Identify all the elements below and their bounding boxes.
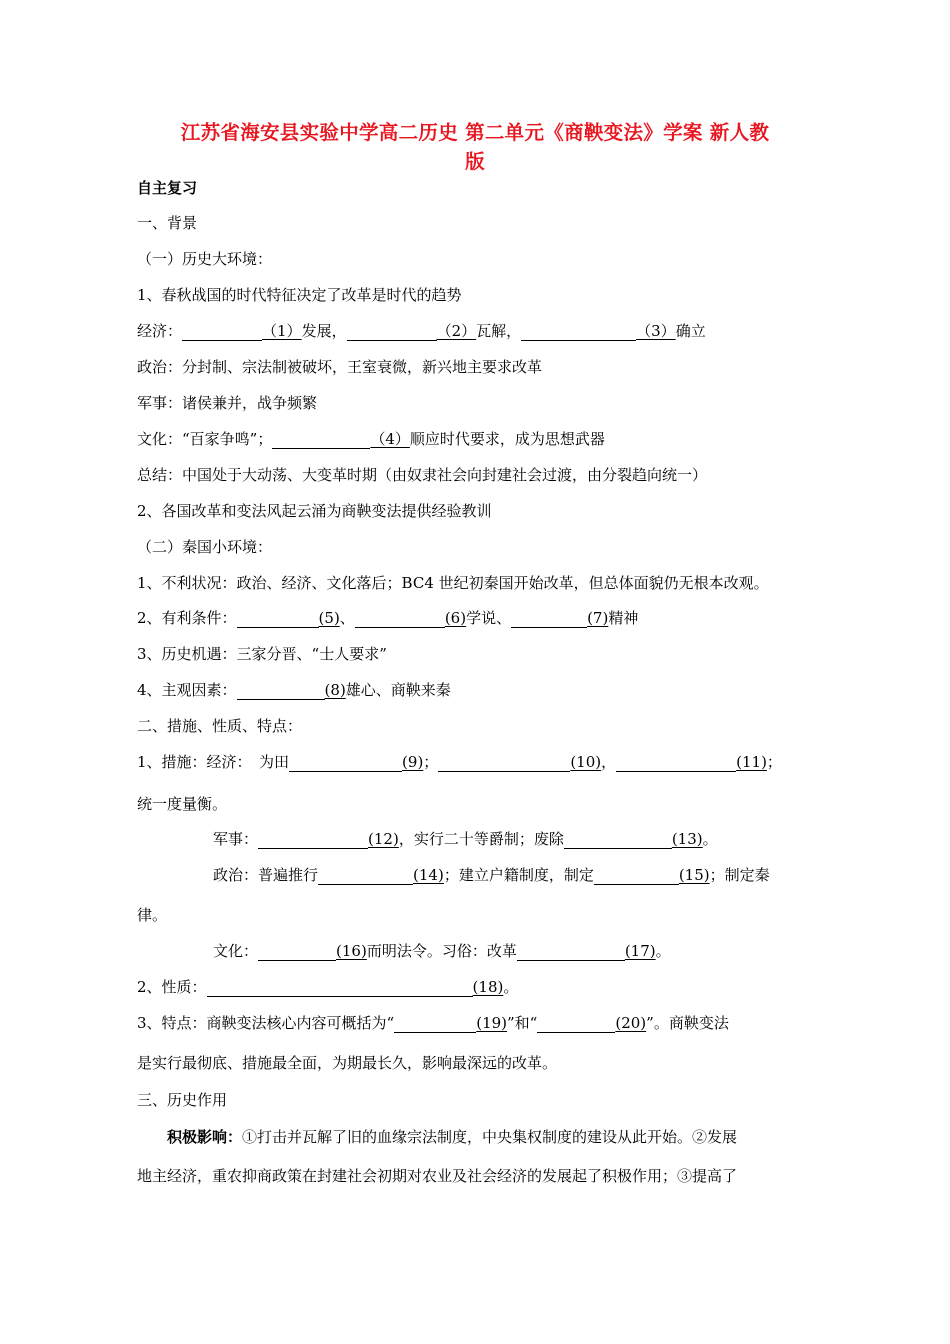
blank-8[interactable] (237, 682, 325, 700)
blank-4[interactable] (272, 431, 370, 449)
economy-line (137, 321, 827, 341)
economy-label: 经济： (137, 322, 183, 340)
favorable-text-3: 精神 (608, 609, 639, 627)
blank-15-number: (15) (678, 866, 710, 884)
blank-9-number: (9) (402, 753, 424, 771)
measures-politics-cont: 律。 (137, 906, 168, 924)
blank-16-number: (16) (336, 942, 367, 960)
favorable-label: 2、有利条件： (137, 609, 237, 627)
culture-measure-label: 文化： (213, 942, 259, 960)
blank-12-number: (12) (368, 830, 399, 848)
military-text-2: 。 (702, 830, 718, 848)
measures-economy-label: 1、措施：经济： 为田 (137, 753, 290, 771)
blank-4-number: （4） (370, 430, 410, 448)
blank-1-number: （1） (262, 322, 302, 340)
blank-18[interactable] (207, 979, 473, 997)
blank-15[interactable] (594, 867, 679, 885)
military-text-1: ，实行二十等爵制；废除 (398, 830, 564, 848)
measures-sep-3: ； (766, 753, 782, 771)
title-line-1: 江苏省海安县实验中学高二历史 第二单元《商鞅变法》学案 新人教 (180, 121, 770, 144)
blank-17[interactable] (517, 943, 625, 961)
blank-20[interactable] (537, 1015, 615, 1033)
section-self-review: 自主复习 (137, 179, 198, 197)
blank-12[interactable] (258, 831, 368, 849)
measures-culture-line (213, 941, 903, 961)
favorable-sep-1: 、 (339, 609, 355, 627)
measures-economy-line (137, 752, 827, 772)
blank-13-number: (13) (671, 830, 703, 848)
qin-favorable-line (137, 608, 827, 628)
blank-7[interactable] (511, 610, 587, 628)
politics-measure-text-2: ；制定秦 (709, 866, 770, 884)
blank-20-number: (20) (615, 1014, 647, 1032)
blank-10-number: (10) (570, 753, 602, 771)
blank-3-number: （3） (636, 322, 676, 340)
item-era-features: 1、春秋战国的时代特征决定了改革是时代的趋势 (137, 286, 462, 304)
measures-sep-2: ， (601, 753, 617, 771)
measures-politics-line (213, 865, 903, 885)
blank-6-number: (6) (444, 609, 467, 627)
blank-5-number: (5) (318, 609, 340, 627)
positive-impact-cont: 地主经济，重农抑商政策在封建社会初期对农业及社会经济的发展起了积极作用；③提高了 (137, 1167, 738, 1185)
qin-opportunity: 3、历史机遇：三家分晋、“士人要求” (137, 645, 387, 663)
features-and: ”和“ (507, 1014, 538, 1032)
economy-text-2: 瓦解， (476, 322, 522, 340)
section-heading-background: 一、背景 (137, 214, 198, 232)
favorable-text-2: 学说、 (466, 609, 512, 627)
blank-16[interactable] (258, 943, 336, 961)
military-line: 军事：诸侯兼并，战争频繁 (137, 394, 318, 412)
subsection-macro-environment: （一）历史大环境： (137, 250, 273, 268)
section-heading-impact: 三、历史作用 (137, 1091, 228, 1109)
blank-19[interactable] (394, 1015, 476, 1033)
features-cont: 是实行最彻底、措施最全面，为期最长久，影响最深远的改革。 (137, 1054, 558, 1072)
culture-measure-text-2: 。 (655, 942, 671, 960)
culture-label: 文化：“百家争鸣”； (137, 430, 273, 448)
blank-2[interactable] (347, 323, 437, 341)
blank-5[interactable] (237, 610, 319, 628)
subjective-text: 雄心、商鞅来秦 (345, 681, 451, 699)
blank-13[interactable] (564, 831, 672, 849)
features-line (137, 1013, 827, 1033)
blank-10[interactable] (438, 754, 570, 772)
page-title (120, 118, 830, 176)
subsection-qin-environment: （二）秦国小环境： (137, 538, 273, 556)
positive-impact-text-1: ①打击并瓦解了旧的血缘宗法制度，中央集权制度的建设从此开始。②发展 (242, 1128, 738, 1146)
measures-military-line (213, 829, 903, 849)
blank-14[interactable] (318, 867, 413, 885)
qin-subjective-line (137, 680, 827, 700)
blank-9[interactable] (289, 754, 402, 772)
blank-19-number: (19) (476, 1014, 508, 1032)
section-heading-measures: 二、措施、性质、特点： (137, 717, 303, 735)
politics-measure-text-1: ；建立户籍制度，制定 (443, 866, 594, 884)
blank-2-number: （2） (436, 322, 477, 340)
blank-17-number: (17) (624, 942, 656, 960)
summary-line: 总结：中国处于大动荡、大变革时期（由奴隶社会向封建社会过渡，由分裂趋向统一） (137, 466, 708, 484)
politics-measure-label: 政治：普遍推行 (213, 866, 319, 884)
features-label: 3、特点：商鞅变法核心内容可概括为“ (137, 1014, 395, 1032)
culture-text: 顺应时代要求，成为思想武器 (409, 430, 605, 448)
blank-1[interactable] (182, 323, 262, 341)
positive-impact-label: 积极影响： (167, 1128, 243, 1146)
politics-line: 政治：分封制、宗法制被破坏，王室衰微，新兴地主要求改革 (137, 358, 543, 376)
blank-3[interactable] (521, 323, 636, 341)
nature-line (137, 977, 827, 997)
title-line-2: 版 (465, 150, 485, 173)
blank-11-number: (11) (736, 753, 767, 771)
blank-8-number: (8) (324, 681, 346, 699)
subjective-label: 4、主观因素： (137, 681, 237, 699)
blank-18-number: (18) (472, 978, 504, 996)
culture-line (137, 429, 827, 449)
nature-label: 2、性质： (137, 978, 207, 996)
positive-impact-line (167, 1127, 857, 1147)
blank-14-number: (14) (413, 866, 444, 884)
blank-11[interactable] (616, 754, 736, 772)
qin-unfavorable: 1、不利状况：政治、经济、文化落后；BC4 世纪初秦国开始改革，但总体面貌仍无根本改观。 (137, 574, 769, 592)
item-reforms-experience: 2、各国改革和变法风起云涌为商鞅变法提供经验教训 (137, 502, 492, 520)
features-text: ”。商鞅变法 (646, 1014, 729, 1032)
nature-end: 。 (503, 978, 519, 996)
economy-text-3: 确立 (675, 322, 706, 340)
measures-sep-1: ； (423, 753, 439, 771)
blank-7-number: (7) (587, 609, 609, 627)
measures-economy-cont: 统一度量衡。 (137, 795, 228, 813)
culture-measure-text-1: 而明法令。习俗：改革 (366, 942, 517, 960)
blank-6[interactable] (355, 610, 445, 628)
economy-text-1: 发展， (301, 322, 347, 340)
military-label: 军事： (213, 830, 259, 848)
